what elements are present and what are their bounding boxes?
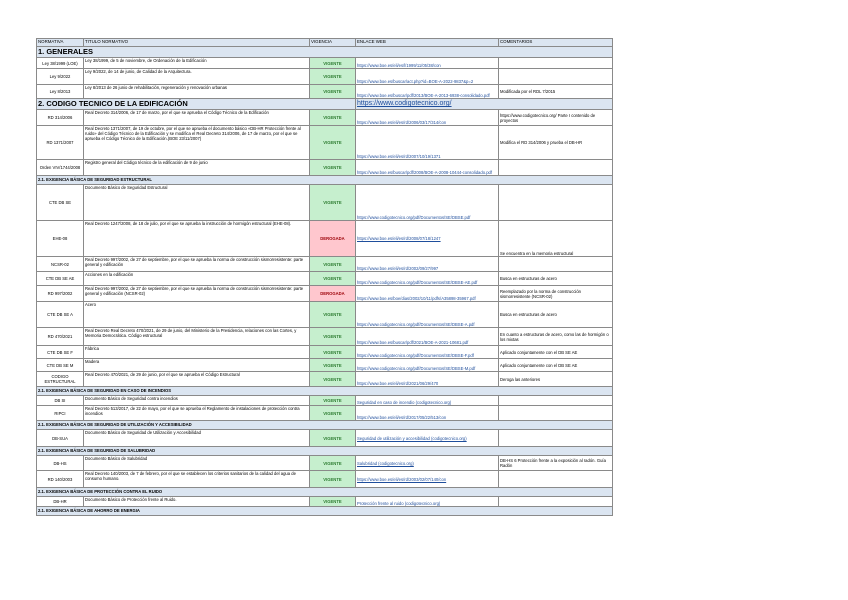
subsection-row	[37, 507, 613, 516]
table-row	[37, 286, 613, 302]
web-link[interactable]: https://www.boe.es/eli/es/rd/2006/03/17/314/con	[356, 110, 499, 126]
web-link[interactable]: https://www.boe.es/eli/es/l/1999/11/05/38/con	[356, 58, 499, 69]
comment-cell: Busca en estructuras de acero	[499, 272, 613, 286]
status-badge: VIGENTE	[310, 372, 356, 387]
table-row	[37, 406, 613, 421]
table-row	[37, 185, 613, 221]
status-badge: VIGENTE	[310, 58, 356, 69]
web-link[interactable]: https://www.boe.es/buscar/pdf/2008/BOE-A-2008-10444-consolidado.pdf	[356, 160, 499, 176]
header-row	[37, 39, 613, 47]
titulo-cell: Real Decreto 140/2003, de 7 de febrero, por el que se establecen los criterios sanitarios de la calidad del agua de consumo humano.	[84, 471, 310, 488]
titulo-cell: Documento Básico de Protección frente al Ruido.	[84, 497, 310, 507]
comment-cell	[499, 406, 613, 421]
comment-cell	[499, 257, 613, 272]
comment-cell: DB-HS 6 Protección frente a la exposición al radón. Guía Radón	[499, 456, 613, 471]
norma-cell: CTE DB SE	[37, 185, 84, 221]
table-row	[37, 58, 613, 69]
web-link[interactable]: https://www.boe.es/eli/es/rd/2017/05/22/513/con	[356, 406, 499, 421]
titulo-cell: Documento Básico de Seguridad de Utilización y Accesibilidad	[84, 430, 310, 447]
norma-cell: CTE DB SE M	[37, 359, 84, 372]
norma-cell: CODIGO ESTRUCTURAL	[37, 372, 84, 387]
titulo-cell: Acero	[84, 302, 310, 328]
comment-cell: Aplicado conjuntamente con el DB SE AE	[499, 359, 613, 372]
norma-cell: Orden VIV/1744/2008	[37, 160, 84, 176]
comment-cell: Reemplazado por la norma de construcción sismorresistente (NCSR-02)	[499, 286, 613, 302]
comment-cell: Modifica el RD 314/2006 y prueba el DB-HR	[499, 126, 613, 160]
table-row	[37, 396, 613, 406]
titulo-cell: Real Decreto 513/2017, de 22 de mayo, por el que se aprueba el Reglamento de instalaciones de protección contra incendios	[84, 406, 310, 421]
status-badge: VIGENTE	[310, 160, 356, 176]
subsection-title: 2.1. EXIGENCIA BÁSICA DE SEGURIDAD ESTRUCTURAL	[37, 176, 613, 185]
titulo-cell: Registro general del Código técnico de la edificación de 9 de junio	[84, 160, 310, 176]
status-badge: VIGENTE	[310, 69, 356, 85]
comment-cell: https://www.codigotecnico.org/ Parte I contenido de proyectos	[499, 110, 613, 126]
titulo-cell: Real Decreto 997/2002, de 27 de septiembre, por el que se aprueba la norma de construcción sismorresistente: parte general y edificación (NCSR-02)	[84, 286, 310, 302]
titulo-cell: Real Decreto 1247/2008, de 18 de julio, por el que se aprueba la instrucción de hormigón estructural (EHE-08).	[84, 221, 310, 257]
comment-cell: Modificada por el RDL 7/2015	[499, 85, 613, 99]
subsection-title: 2.1. EXIGENCIA BÁSICA DE SEGURIDAD EN CASO DE INCENDIOS	[37, 387, 613, 396]
norma-cell: RD 1371/2007	[37, 126, 84, 160]
comment-cell: Aplicado conjuntamente con el DB SE AE	[499, 346, 613, 359]
titulo-cell: Fábrica	[84, 346, 310, 359]
comment-cell	[499, 471, 613, 488]
status-badge: VIGENTE	[310, 406, 356, 421]
titulo-cell: Madera	[84, 359, 310, 372]
norma-cell: Ley 38/1999 (LOE)	[37, 58, 84, 69]
norma-cell: DB-HR	[37, 497, 84, 507]
status-badge: VIGENTE	[310, 359, 356, 372]
comment-cell: Busca en estructuras de acero	[499, 302, 613, 328]
status-badge: DEROGADA	[310, 221, 356, 257]
subsection-title: 2.1. EXIGENCIA BÁSICA DE PROTECCIÓN CONTRA EL RUIDO	[37, 488, 613, 497]
web-link[interactable]: https://www.boe.es/buscar/pdf/2013/BOE-A-2013-6938-consolidado.pdf	[356, 85, 499, 99]
titulo-cell: Real Decreto 1371/2007, de 19 de octubre, por el que se aprueba el documento básico «DB-HR Protección frente al ruido» del Código Técnico de la Edificación y se modifica el Real Decreto 314/2006, de 17 de marzo, por el que se aprueba el Código Técnico de la Edificación.(BOE 23/11/2007)	[84, 126, 310, 160]
web-link[interactable]: https://www.codigotecnico.org/pdf/Documentos/SE/DBSE-AE.pdf	[356, 272, 499, 286]
titulo-cell: Real Decreto 470/2021, de 29 de junio, por el que se aprueba el Código Estructural	[84, 372, 310, 387]
status-badge: VIGENTE	[310, 471, 356, 488]
table-row	[37, 328, 613, 346]
titulo-cell: Documento Básico de Seguridad contra incendios	[84, 396, 310, 406]
norma-cell: EHE-08	[37, 221, 84, 257]
status-badge: VIGENTE	[310, 85, 356, 99]
norma-cell: RD 997/2002	[37, 286, 84, 302]
comment-cell	[499, 497, 613, 507]
status-badge: VIGENTE	[310, 328, 356, 346]
titulo-cell: Real Decreto Real Decreto 470/2021, de 29 de junio, del Ministerio de la Presidencia, relaciones con las Cortes, y Memoria Democrática. Código estructural	[84, 328, 310, 346]
table-row	[37, 471, 613, 488]
table-row	[37, 456, 613, 471]
table-row	[37, 359, 613, 372]
table-row	[37, 497, 613, 507]
table-row	[37, 160, 613, 176]
comment-cell	[499, 430, 613, 447]
norma-cell: RD 314/2006	[37, 110, 84, 126]
web-link[interactable]: https://www.boe.es/eli/es/rd/2003/02/07/140/con	[356, 471, 499, 488]
table-row	[37, 110, 613, 126]
subsection-row	[37, 447, 613, 456]
web-link[interactable]: Protección frente al ruido (codigotecnico.org)	[356, 497, 499, 507]
table-row	[37, 69, 613, 85]
table-row	[37, 126, 613, 160]
section-link[interactable]: https://www.codigotecnico.org/	[356, 99, 613, 110]
web-link[interactable]: https://www.boe.es/eli/es/rd/2021/06/29/470	[356, 372, 499, 387]
status-badge: VIGENTE	[310, 185, 356, 221]
web-link[interactable]: https://www.boe.es/eli/es/rd/2007/10/19/1371	[356, 126, 499, 160]
header-titulo: TITULO NORMATIVO	[84, 39, 310, 47]
comment-cell	[499, 69, 613, 85]
table-row	[37, 221, 613, 257]
table-row	[37, 257, 613, 272]
norma-cell: DB-SUA	[37, 430, 84, 447]
web-link[interactable]: https://www.boe.es/eli/es/rd/2002/09/27/997	[356, 257, 499, 272]
web-link[interactable]: Seguridad de utilización y accesibilidad (codigotecnico.org)	[356, 430, 499, 447]
norma-cell: DB SI	[37, 396, 84, 406]
comment-cell	[499, 185, 613, 221]
norma-cell: CTE DB SE F	[37, 346, 84, 359]
subsection-row	[37, 421, 613, 430]
web-link[interactable]: Seguridad en caso de incendio (codigotecnico.org)	[356, 396, 499, 406]
table-row	[37, 85, 613, 99]
header-comentarios: COMENTARIOS	[499, 39, 613, 47]
status-badge: VIGENTE	[310, 272, 356, 286]
table-row	[37, 372, 613, 387]
section-row	[37, 47, 613, 58]
comment-cell	[499, 160, 613, 176]
subsection-title: 2.1. EXIGENCIA BÁSICA DE SEGURIDAD DE SALUBRIDAD	[37, 447, 613, 456]
web-link[interactable]: https://www.codigotecnico.org/pdf/Documentos/SE/DBSE.pdf	[356, 185, 499, 221]
comment-cell	[499, 58, 613, 69]
header-vigencia: VIGENCIA	[310, 39, 356, 47]
norma-cell: CTE DB SE A	[37, 302, 84, 328]
subsection-row	[37, 488, 613, 497]
web-link[interactable]: https://www.boe.es/buscar/pdf/2021/BOE-A-2021-10681.pdf	[356, 328, 499, 346]
web-link[interactable]: Salubridad (codigotecnico.org)	[356, 456, 499, 471]
status-badge: VIGENTE	[310, 126, 356, 160]
web-link[interactable]: https://www.boe.es/buscar/act.php?id=BOE-A-2022-9837&p=2	[356, 69, 499, 85]
titulo-cell: Acciones en la edificación	[84, 272, 310, 286]
subsection-row	[37, 387, 613, 396]
subsection-title: 2.1. EXIGENCIA BÁSICA DE AHORRO DE ENERGIA	[37, 507, 613, 516]
web-link[interactable]: https://www.boe.es/boe/dias/2002/10/11/pdfs/A35898-35967.pdf	[356, 286, 499, 302]
titulo-cell: Ley 9/2022, de 14 de junio, de Calidad de la Arquitectura.	[84, 69, 310, 85]
norma-cell: Ley 8/2013	[37, 85, 84, 99]
norma-cell: RD 140/2003	[37, 471, 84, 488]
titulo-cell: Ley 8/2013 de 26 junio de rehabilitación, regeneración y renovación urbanas	[84, 85, 310, 99]
status-badge: VIGENTE	[310, 302, 356, 328]
table-row	[37, 272, 613, 286]
norma-cell: Ley 9/2022	[37, 69, 84, 85]
titulo-cell: Documento Básico de Seguridad Estructural	[84, 185, 310, 221]
norma-cell: RIPCI	[37, 406, 84, 421]
table-row	[37, 302, 613, 328]
status-badge: VIGENTE	[310, 456, 356, 471]
status-badge: DEROGADA	[310, 286, 356, 302]
titulo-cell: Documento Básico de Salubridad	[84, 456, 310, 471]
comment-cell: En cuanto a estructuras de acero, como las de hormigón o los mixtas	[499, 328, 613, 346]
web-link[interactable]: https://www.codigotecnico.org/pdf/Documentos/SE/DBSE-F.pdf	[356, 346, 499, 359]
comment-cell: Deroga las anteriores	[499, 372, 613, 387]
status-badge: VIGENTE	[310, 257, 356, 272]
titulo-cell: Ley 38/1999, de 5 de noviembre, de Ordenación de la Edificación	[84, 58, 310, 69]
status-badge: VIGENTE	[310, 346, 356, 359]
web-link[interactable]: https://www.boe.es/eli/es/rd/2008/07/18/1247	[356, 221, 499, 257]
norma-cell: DB-HS	[37, 456, 84, 471]
comment-cell	[499, 396, 613, 406]
table-row	[37, 430, 613, 447]
titulo-cell: Real Decreto 997/2002, de 27 de septiembre, por el que se aprueba la norma de construcción sismorresistente: parte general y edificación	[84, 257, 310, 272]
status-badge: VIGENTE	[310, 497, 356, 507]
comment-cell: Se encuentra en la memoria estructural	[499, 221, 613, 257]
section-title: 1. GENERALES	[37, 47, 613, 58]
section-title: 2. CODIGO TECNICO DE LA EDIFICACIÓN	[37, 99, 356, 110]
header-norma: NORMATIVA	[37, 39, 84, 47]
normative-table	[36, 38, 613, 516]
titulo-cell: Real Decreto 314/2006, de 17 de marzo, por el que se aprueba el Código Técnico de la Edificación	[84, 110, 310, 126]
subsection-row	[37, 176, 613, 185]
header-enlace: ENLACE WEB	[356, 39, 499, 47]
norma-cell: CTE DB SE AE	[37, 272, 84, 286]
norma-cell: RD 470/2021	[37, 328, 84, 346]
status-badge: VIGENTE	[310, 430, 356, 447]
web-link[interactable]: https://www.codigotecnico.org/pdf/Documentos/SE/DBSE-M.pdf	[356, 359, 499, 372]
subsection-title: 2.1. EXIGENCIA BÁSICA DE SEGURIDAD DE UTILIZACIÓN Y ACCESIBILIDAD	[37, 421, 613, 430]
table-row	[37, 346, 613, 359]
section-row	[37, 99, 613, 110]
web-link[interactable]: https://www.codigotecnico.org/pdf/Documentos/SE/DBSE-A.pdf	[356, 302, 499, 328]
status-badge: VIGENTE	[310, 110, 356, 126]
status-badge: VIGENTE	[310, 396, 356, 406]
norma-cell: NCSR-02	[37, 257, 84, 272]
